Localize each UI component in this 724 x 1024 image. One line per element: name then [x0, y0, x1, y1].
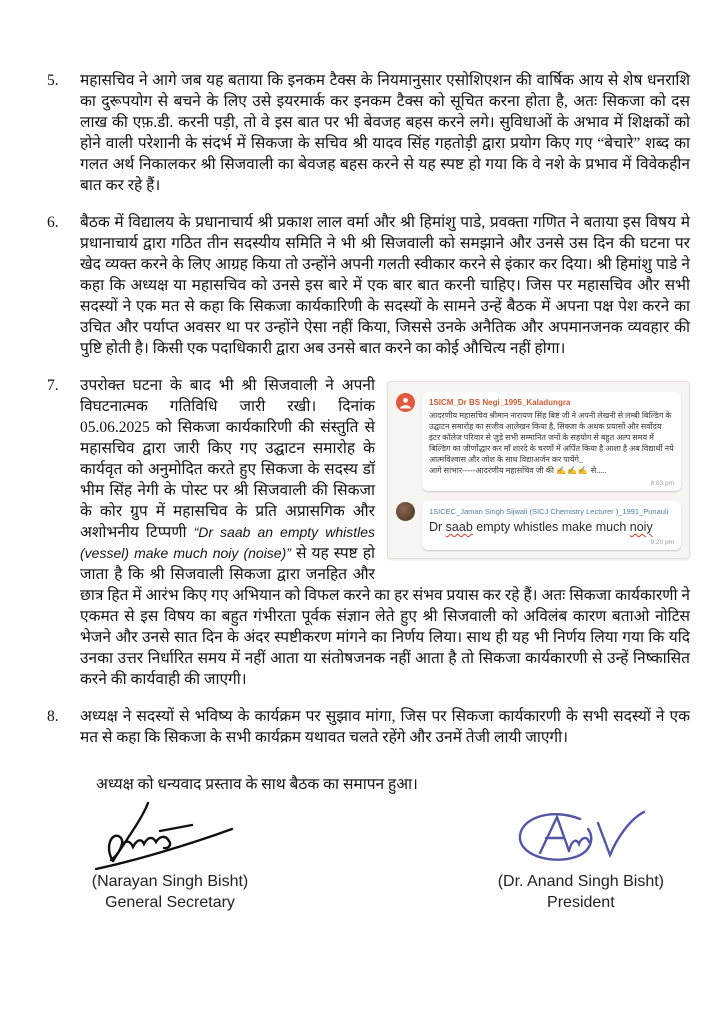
signatory-name: (Dr. Anand Singh Bisht) — [497, 873, 664, 890]
paragraph-number: 5. — [47, 72, 59, 89]
chat-text-part-2: आगे साभार-----आदरणीय महासचिव जी की — [429, 466, 556, 475]
signature-block-general-secretary — [90, 801, 250, 913]
quoted-remark: “Dr saab an empty whistles (vessel) make much noiy (noise)” — [80, 524, 376, 561]
paragraph-text: बैठक में विद्यालय के प्रधानाचार्य श्री प्रकाश लाल वर्मा और श्री हिमांशु पाडे, प्रवक्ता गणित ने बताया इस विषय मे प्रधानाचार्य द्वारा गठित तीन सदस्यीय समिति ने भी श्री सिजवाली को समझाने और उनसे उस दिन की घटना पर खेद व्यक्त करने के लिए आग्रह किया तो उन्होंने अपनी गलती स्वीकार करने से इंकार कर दिया। श्री हिमांशु पाडे ने कहा कि अध्यक्ष या महासचिव को उनसे इस बारे में एक बार बात करनी चाहिए। जिस पर महासचिव और सभी सदस्यों ने एक मत से कहा कि सिकजा कार्यकारिणी के सदस्यों के सामने उन्हें बैठक में अपना पक्ष पेश करने का उचित और पर्याप्त अवसर था पर उन्होंने ऐसा नहीं किया, जिससे उनके अनैतिक और अपमानजनक व्यवहार की पुष्टि होती है। किसी एक पदाधिकारी द्वारा अब उनसे बात करने का कोई औचित्य नहीं होगा। — [80, 214, 690, 357]
chat-message-1 — [422, 392, 681, 491]
chat-text-part-3: से..... — [588, 466, 607, 475]
chat-word-misspelled: noiy — [629, 520, 653, 534]
user-avatar-icon — [396, 393, 415, 412]
paragraph-6 — [47, 212, 690, 359]
chat-sender-name: 1SICEC_Jaman Singh Sijwali (SICJ Chemistry Lecturer )_1991_Punauli — [429, 507, 669, 516]
chat-message-text — [429, 519, 674, 535]
paragraph-7 — [47, 375, 690, 690]
handwritten-signature-blue — [506, 809, 656, 867]
handwritten-signature-black — [90, 801, 250, 873]
paragraph-text-after-quote: से यह स्पष्ट हो जाता है कि श्री सिजवाली सिकजा द्वारा जनहित और छात्र हित में आरंभ किए गए अभियान को विफल करने का हर संभव प्रयास कर रहे हैं। अतः सिकजा कार्यकारणी ने एकमत से इस विषय का बहुत गंभीरता पूर्वक संज्ञान लेते हुए श्री सिजवाली को अविलंब कारण बताओ नोटिस भेजने और उनसे सात दिन के अंदर स्पष्टीकरण मांगने का निर्णय लिया। साथ ही यह भी निर्णय लिया गया कि यदि उनका उत्तर निर्धारित समय में नहीं आता या संतोषजनक नहीं आता है तो सिकजा कार्यकारणी से उन्हें निष्कासित करने की कार्यवाही की जाएगी। — [80, 545, 690, 688]
embedded-chat-screenshot — [387, 381, 690, 559]
paragraph-number: 8. — [47, 708, 59, 725]
chat-word-misspelled: saab — [445, 520, 473, 534]
paragraph-text: अध्यक्ष ने सदस्यों से भविष्य के कार्यक्रम पर सुझाव मांगा, जिस पर सिकजा कार्यकारणी के सभी सदस्यों ने एक मत से कहा कि सिकजा के सभी कार्यक्रम यथावत चलते रहेंगे और उनमें तेजी लायी जाएगी। — [80, 708, 690, 746]
paragraph-8 — [47, 706, 690, 748]
signatory-name: (Narayan Singh Bisht) — [91, 873, 249, 890]
paragraph-text: महासचिव ने आगे जब यह बताया कि इनकम टैक्स के नियमानुसार एसोशिएशन की वार्षिक आय से शेष धनराशि का दुरूपयोग से बचने के लिए उसे इयरमार्क कर इनकम टैक्स को सूचित करना होता है, अतः सिकजा को दस लाख की एफ़.डी. करनी पड़ी, तो वे इस बात पर भी बेवजह बहस करने लगे। सुविधाओं के अभाव में शिक्षकों को होने वाली परेशानी के संदर्भ में सिकजा के सचिव श्री यादव सिंह गहतोड़ी द्वारा प्रयोग किए गए “बेचारे” शब्द का गलत अर्थ निकालकर श्री सिजवाली का बेवजह बहस करने से यह स्पष्ट हो गया कि वे नशे के प्रभाव में विवेकहीन बात कर रहे हैं। — [80, 72, 690, 194]
person-icon — [399, 396, 412, 409]
signatory-title: President — [547, 894, 615, 911]
signature-row — [0, 795, 724, 913]
chat-message-2 — [422, 501, 681, 550]
chat-sender-name: 1SICM_Dr BS Negi_1995_Kaladungra — [429, 398, 571, 407]
paragraph-number: 6. — [47, 214, 59, 231]
writing-hand-emoji: ✍️✍️✍️ — [555, 466, 589, 475]
chat-word: empty whistles make much — [472, 520, 630, 534]
chat-text-part-1: आदरणीय महासचिव श्रीमान नारायण सिंह बिष्ट जी ने अपनी लेखनी से लम्बी बिल्डिंग के उद्घाटन समारोह का सजीव आलेखन किया है, सिक्जा के अथक प्रयासों और सर्वोदय इंटर कॉलेज परिवार से जुड़े सभी सम्मानित जनों के सहयोग से बहुत अल्प समय में बिल्डिंग का जीर्णोद्धार कर माँ शारदे के चरणों में अर्पित किया है आशा है अब विद्यार्थी नये आत्मविश्वास और जोश के साथ विद्याअर्जन कर पायेंगे_ — [429, 411, 674, 464]
paragraph-text-before-quote: उपरोक्त घटना के बाद भी श्री सिजवाली ने अपनी विघटनात्मक गतिविधि जारी रखी। दिनांक 05.06.2025 को सिकजा कार्यकारिणी की संस्तुति से महासचिव द्वारा जारी किए गए उद्घाटन समारोह के कार्यवृत को अनुमोदित करते हुए सिकजा के सदस्य डॉ भीम सिंह नेगी के पोस्ट पर श्री सिजवाली की सिकजा के कोर ग्रुप में महासचिव के प्रति अप्रासगिक और अशोभनीय टिप्पणी — [80, 377, 375, 541]
paragraph-number: 7. — [47, 377, 59, 394]
chat-message-text — [429, 410, 674, 476]
chat-timestamp: 8:03 pm — [650, 480, 674, 487]
signature-block-president — [498, 809, 664, 913]
closing-line: अध्यक्ष को धन्यवाद प्रस्ताव के साथ बैठक का समापन हुआ। — [96, 776, 418, 793]
chat-word: Dr — [429, 520, 446, 534]
paragraph-7-body — [80, 375, 690, 690]
signatory-title: General Secretary — [105, 894, 235, 911]
user-avatar-photo — [396, 502, 415, 521]
chat-timestamp: 9:20 pm — [650, 539, 674, 546]
paragraph-5 — [47, 70, 690, 196]
